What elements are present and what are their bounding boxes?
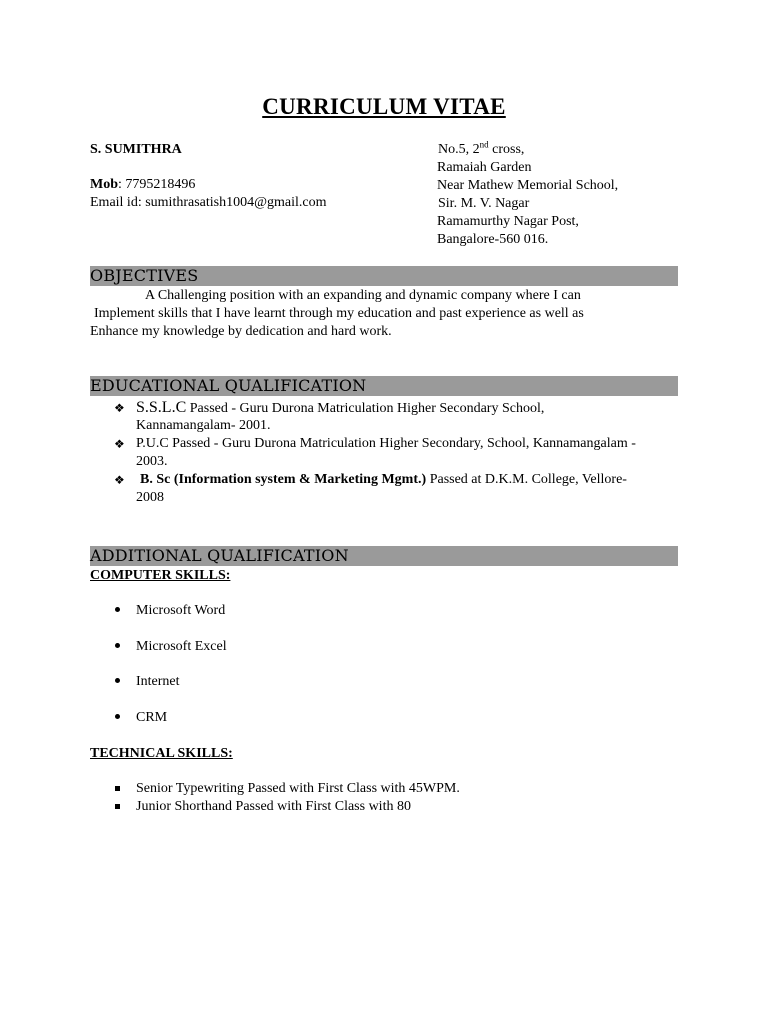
bullet-square-icon (115, 786, 120, 791)
mobile-line (90, 176, 195, 194)
bullet-square-icon (115, 804, 120, 809)
technical-skill-item: Junior Shorthand Passed with First Class with 80 (136, 799, 411, 814)
computer-skill-item: Microsoft Excel (136, 639, 227, 654)
address-line-6: Bangalore-560 016. (437, 232, 549, 247)
education-item-bsc: B. Sc (Information system & Marketing Mgmt.) Passed at D.K.M. College, Vellore- (140, 472, 627, 487)
bullet-dot-icon (115, 678, 120, 683)
bullet-dot-icon (115, 643, 120, 648)
objective-text-line-3: Enhance my knowledge by dedication and hard work. (90, 324, 392, 339)
diamond-bullet-icon: ❖ (114, 401, 125, 415)
computer-skill-item: Microsoft Word (136, 603, 226, 618)
candidate-name: S. SUMITHRA (90, 142, 182, 157)
address-line-2: Ramaiah Garden (437, 160, 532, 175)
diamond-bullet-icon: ❖ (114, 473, 125, 487)
objective-text-line-2: Implement skills that I have learnt through my education and past experience as well as (94, 306, 584, 321)
education-item-bsc-cont: 2008 (136, 490, 164, 505)
computer-skill-item: Internet (136, 674, 180, 689)
education-item-sslc: S.S.L.C Passed - Guru Durona Matriculation Higher Secondary School, (136, 399, 545, 416)
education-item-sslc-cont: Kannamangalam- 2001. (136, 418, 271, 433)
address-line-3: Near Mathew Memorial School, (437, 178, 619, 193)
address-line-5: Ramamurthy Nagar Post, (437, 214, 579, 229)
mobile-value: : 7795218496 (118, 177, 196, 192)
diamond-bullet-icon: ❖ (114, 437, 125, 451)
address-line-4: Sir. M. V. Nagar (438, 196, 530, 211)
mobile-label: Mob (90, 177, 118, 192)
computer-skill-item: CRM (136, 710, 168, 725)
education-item-puc-cont: 2003. (136, 454, 168, 469)
education-item-puc: P.U.C Passed - Guru Durona Matriculation Higher Secondary, School, Kannamangalam - (136, 436, 636, 451)
bullet-dot-icon (115, 714, 120, 719)
page-title: CURRICULUM VITAE (262, 94, 506, 119)
section-header-additional: ADDITIONAL QUALIFICATION (90, 546, 678, 566)
technical-skill-item: Senior Typewriting Passed with First Class with 45WPM. (136, 781, 460, 796)
computer-skills-heading: COMPUTER SKILLS: (90, 568, 231, 583)
bullet-dot-icon (115, 607, 120, 612)
email-line: Email id: sumithrasatish1004@gmail.com (90, 195, 327, 210)
technical-skills-heading: TECHNICAL SKILLS: (90, 746, 233, 761)
section-header-education: EDUCATIONAL QUALIFICATION (90, 376, 678, 396)
section-header-objectives: OBJECTIVES (90, 266, 678, 286)
objective-text-line-1: A Challenging position with an expanding and dynamic company where I can (145, 288, 581, 303)
address-line-1: No.5, 2nd cross, (438, 139, 525, 157)
